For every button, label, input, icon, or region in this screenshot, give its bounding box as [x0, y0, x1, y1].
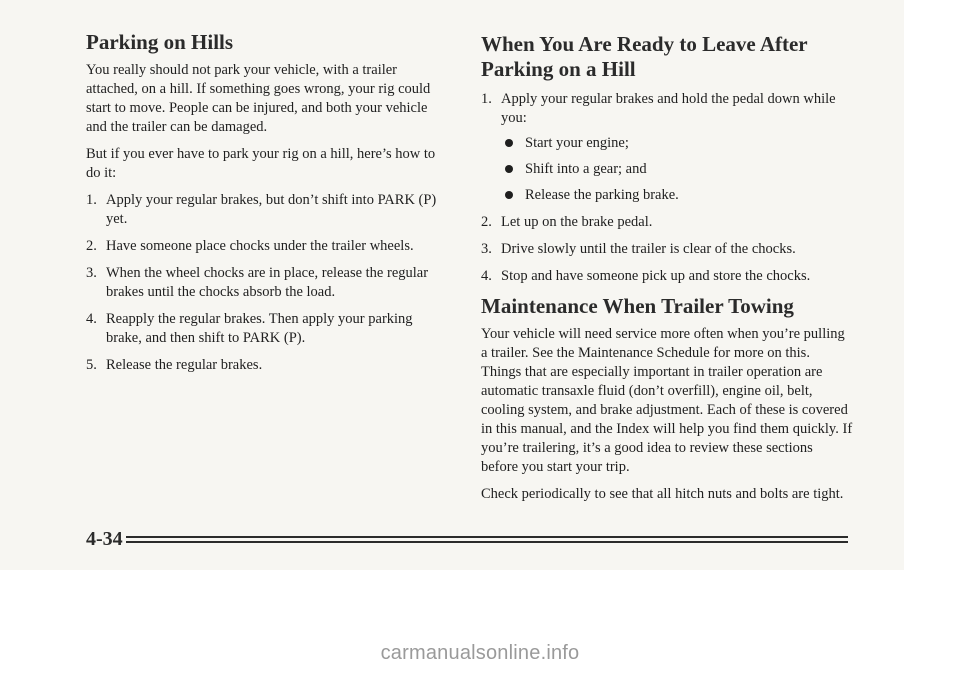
- bullet-text: Shift into a gear; and: [525, 161, 647, 177]
- step-text: Let up on the brake pedal.: [501, 214, 653, 230]
- step-text: When the wheel chocks are in place, release the regular brakes until the chocks absorb the load.: [106, 265, 429, 300]
- bullet-dot-icon: [505, 139, 513, 147]
- bullet-text: Release the parking brake.: [525, 187, 679, 203]
- bullet-item: [501, 186, 853, 205]
- list-item: [481, 90, 853, 205]
- step-text: Reapply the regular brakes. Then apply your parking brake, and then shift to PARK (P).: [106, 311, 413, 346]
- bullet-dot-icon: [505, 165, 513, 173]
- watermark: carmanualsonline.info: [380, 642, 580, 664]
- page-number: 4-34: [86, 528, 123, 550]
- numbered-list: [86, 191, 451, 375]
- bullet-list: [501, 134, 853, 205]
- step-number: 3.: [481, 241, 492, 257]
- step-text: Release the regular brakes.: [106, 357, 263, 373]
- step-number: 5.: [86, 357, 97, 373]
- paragraph: You really should not park your vehicle, with a trailer attached, on a hill. If something goes wrong, your rig could start to move. People can be injured, and both your vehicle and the trailer can be damaged.: [86, 62, 431, 135]
- bullet-text: Start your engine;: [525, 135, 629, 151]
- list-item: [86, 264, 451, 302]
- list-item: [481, 213, 853, 232]
- step-number: 3.: [86, 265, 97, 281]
- step-number: 4.: [86, 311, 97, 327]
- right-column: [481, 30, 853, 512]
- list-item: [86, 310, 451, 348]
- left-column: [86, 30, 451, 383]
- list-item: [86, 237, 451, 256]
- step-number: 4.: [481, 268, 492, 284]
- step-text: Apply your regular brakes, but don’t shift into PARK (P) yet.: [106, 192, 437, 227]
- step-text: Stop and have someone pick up and store the chocks.: [501, 268, 811, 284]
- paragraph: Your vehicle will need service more often when you’re pulling a trailer. See the Maintenance Schedule for more on this. Things that are especially important in trailer operation are automatic transaxle fluid (don’t overfill), engine oil, belt, cooling system, and brake adjustment. Each of these is covered in this manual, and the Index will help you find them quickly. If you’re trailering, it’s a good idea to review these sections before you start your trip.: [481, 326, 853, 475]
- step-number: 1.: [86, 192, 97, 208]
- step-text: Drive slowly until the trailer is clear of the chocks.: [501, 241, 796, 257]
- step-text: Apply your regular brakes and hold the pedal down while you:: [501, 91, 836, 126]
- step-number: 2.: [86, 238, 97, 254]
- bullet-item: [501, 160, 853, 179]
- section-heading-ready-to-leave: When You Are Ready to Leave After Parking on a Hill: [481, 32, 808, 81]
- bullet-dot-icon: [505, 191, 513, 199]
- step-number: 1.: [481, 91, 492, 107]
- list-item: [481, 267, 853, 286]
- list-item: [86, 191, 451, 229]
- step-number: 2.: [481, 214, 492, 230]
- page-footer: [86, 527, 848, 551]
- footer-rule: [126, 536, 848, 538]
- step-text: Have someone place chocks under the trailer wheels.: [106, 238, 414, 254]
- bullet-item: [501, 134, 853, 153]
- paragraph: Check periodically to see that all hitch nuts and bolts are tight.: [481, 486, 844, 502]
- numbered-list: [481, 90, 853, 286]
- footer-rule: [126, 541, 848, 543]
- list-item: [86, 356, 451, 375]
- paragraph: But if you ever have to park your rig on a hill, here’s how to do it:: [86, 146, 436, 181]
- section-heading-parking-on-hills: Parking on Hills: [86, 30, 234, 54]
- list-item: [481, 240, 853, 259]
- section-heading-maintenance: Maintenance When Trailer Towing: [481, 294, 794, 318]
